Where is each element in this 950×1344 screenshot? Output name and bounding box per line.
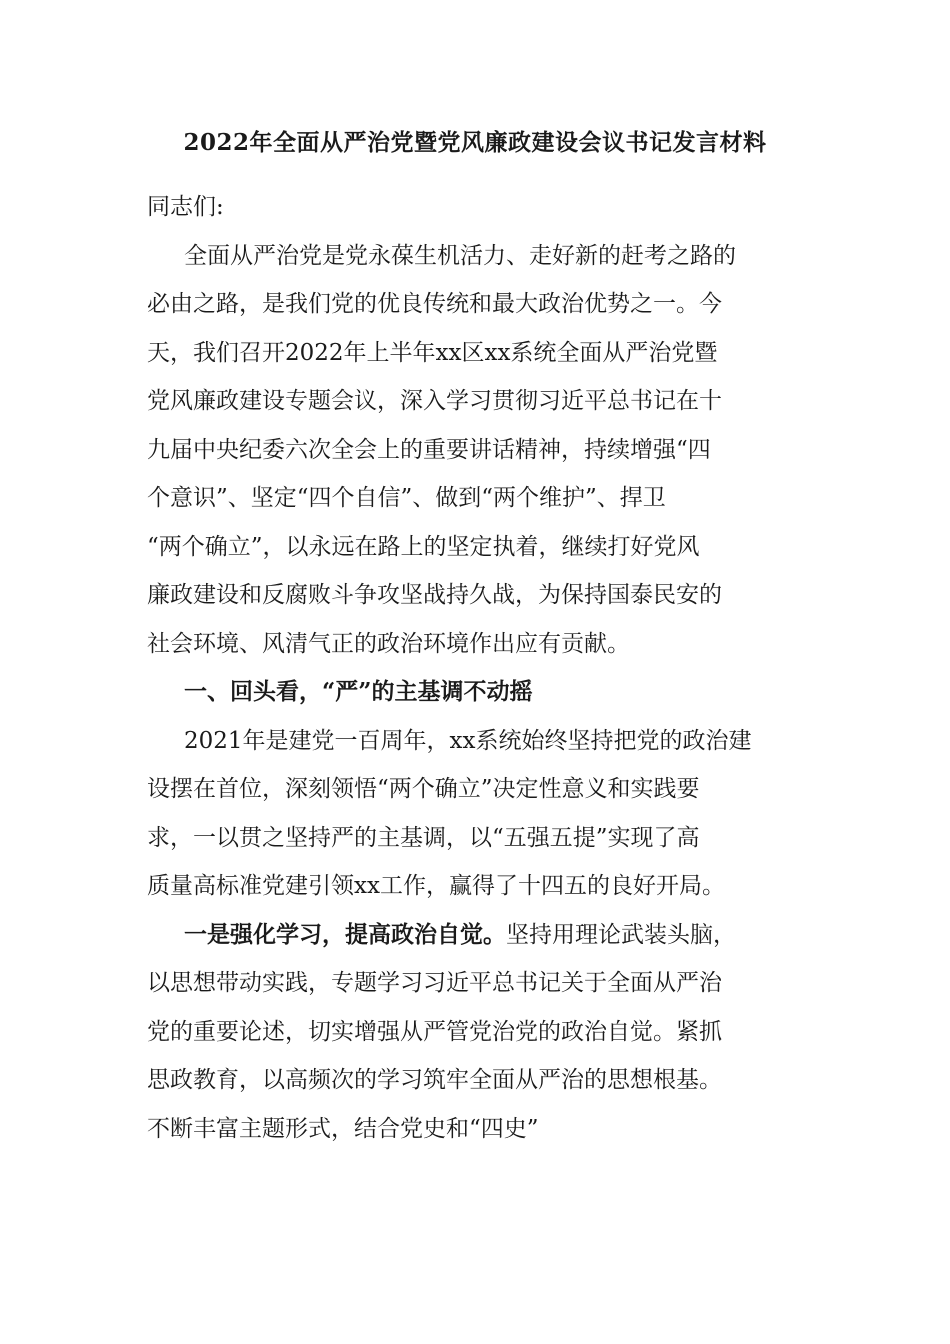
intro-line: 个意识”、坚定“四个自信”、做到“两个维护”、捍卫: [147, 485, 666, 511]
intro-line: 党风廉政建设专题会议，深入学习贯彻习近平总书记在十: [147, 388, 722, 414]
point-first-line: [147, 911, 807, 960]
point-line: 思政教育，以高频次的学习筑牢全面从严治的思想根基。: [147, 1067, 722, 1093]
point-first-rest: 坚持用理论武装头脑，: [506, 921, 736, 948]
salutation: 同志们:: [147, 194, 224, 220]
point-lead: 一是强化学习，提高政治自觉。: [184, 920, 506, 948]
point-line: 不断丰富主题形式，结合党史和“四史”: [147, 1115, 539, 1142]
document-body: [147, 183, 807, 1153]
section-line: 设摆在首位，深刻领悟“两个确立”决定性意义和实践要: [147, 776, 700, 802]
point-line: 以思想带动实践，专题学习习近平总书记关于全面从严治: [147, 970, 722, 996]
section-heading: 一、回头看，“严”的主基调不动摇: [184, 678, 533, 705]
intro-line: “两个确立”，以永远在路上的坚定执着，继续打好党风: [147, 533, 700, 560]
point-line: 党的重要论述，切实增强从严管党治党的政治自觉。紧抓: [147, 1018, 722, 1045]
document-title: 2022年全面从严治党暨党风廉政建设会议书记发言材料: [183, 129, 767, 156]
section-line: 质量高标准党建引领xx工作，赢得了十四五的良好开局。: [147, 873, 725, 899]
intro-line: 全面从严治党是党永葆生机活力、走好新的赶考之路的: [184, 242, 736, 269]
intro-line: 九届中央纪委六次全会上的重要讲话精神，持续增强“四: [147, 436, 711, 463]
intro-line: 社会环境、风清气正的政治环境作出应有贡献。: [147, 630, 630, 657]
section-line: 2021年是建党一百周年，xx系统始终坚持把党的政治建: [184, 727, 752, 754]
intro-line: 廉政建设和反腐败斗争攻坚战持久战，为保持国泰民安的: [147, 582, 722, 608]
intro-line: 必由之路，是我们党的优良传统和最大政治优势之一。今: [147, 291, 722, 317]
intro-line: 天，我们召开2022年上半年xx区xx系统全面从严治党暨: [147, 339, 718, 366]
section-line: 求，一以贯之坚持严的主基调，以“五强五提”实现了高: [147, 824, 700, 851]
